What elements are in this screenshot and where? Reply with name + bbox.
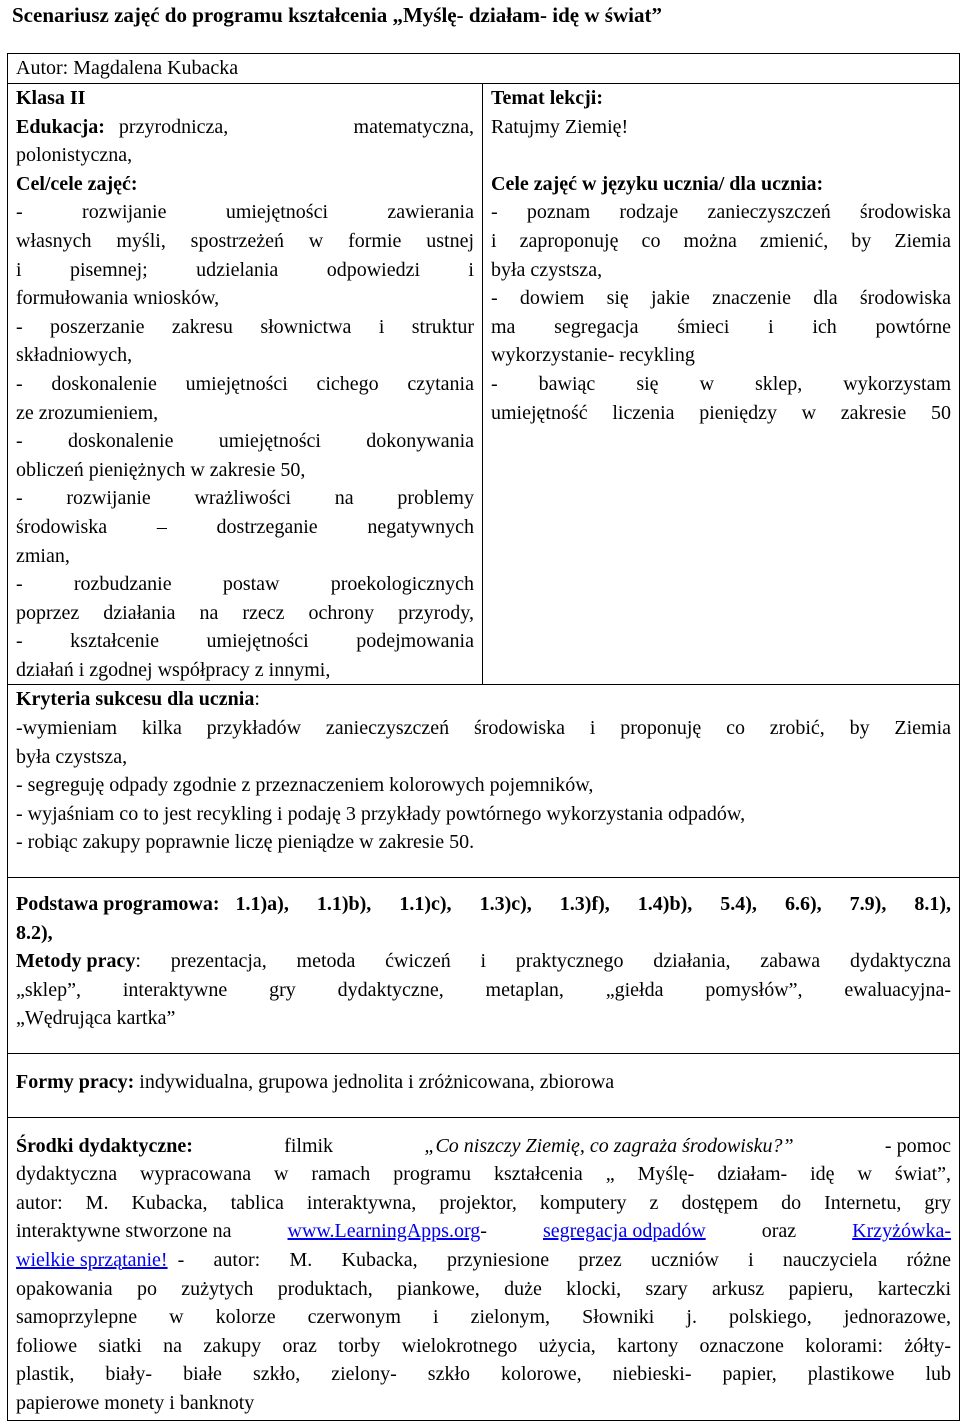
page-title: Scenariusz zajęć do programu kształcenia „Myślę- działam- idę w świat” (12, 3, 662, 27)
goal-line: i pisemnej; udzielania odpowiedzi i (16, 258, 474, 281)
resources-line: papierowe monety i banknoty (16, 1391, 255, 1414)
author-row (8, 54, 960, 84)
learningapps-link[interactable]: www.LearningApps.org (287, 1220, 481, 1243)
criteria-colon: : (254, 688, 260, 711)
goal-line: własnych myśli, spostrzeżeń w formie ustnej (16, 229, 474, 252)
segregacja-link[interactable]: segregacja odpadów (542, 1220, 706, 1243)
education-line (16, 113, 474, 142)
goal-line: - kształcenie umiejętności podejmowania (16, 630, 474, 653)
lesson-plan-table (7, 53, 960, 1421)
methods-line (16, 947, 951, 976)
topic-value: Ratujmy Ziemię! (491, 115, 629, 138)
goal-line: - doskonalenie umiejętności cichego czytania (16, 372, 474, 395)
student-goal-line: i zaproponuję co można zmienić, by Ziemia (491, 229, 952, 252)
forms-line (16, 1068, 951, 1097)
right-column (483, 84, 960, 685)
education-value: przyrodnicza, matematyczna, (118, 115, 474, 138)
criteria-line: była czystsza, (16, 745, 128, 768)
resources-line: plastik, biały- białe szkło, zielony- szkło kolorowe, niebieski- papier, plastikowe lub (16, 1363, 952, 1386)
after-film: - pomoc (884, 1134, 952, 1157)
criteria-heading (16, 685, 951, 714)
criteria-line: -wymieniam kilka przykładów zanieczyszczeń środowiska i proponuję co zrobić, by Ziemia (16, 717, 952, 740)
goal-line: ze zrozumieniem, (16, 401, 159, 424)
student-goal-line: umiejętność liczenia pieniędzy w zakresie 50 (491, 401, 952, 424)
student-goal-line: - dowiem się jakie znaczenie dla środowiska (491, 287, 952, 310)
curriculum-value: 1.1)a), 1.1)b), 1.1)c), 1.3)c), 1.3)f), 1.4)b), 5.4), 6.6), 7.9), 8.1), (235, 893, 952, 916)
forms-row (8, 1054, 960, 1118)
resources-line: samoprzylepne w kolorze czerwonym i zielonym, Słowniki j. polskiego, jednorazowe, (16, 1306, 952, 1329)
goals-list (16, 198, 474, 684)
student-goal-line: ma segregacja śmieci i ich powtórne (491, 315, 952, 338)
goal-line: - rozbudzanie postaw proekologicznych (16, 573, 474, 596)
info-row (8, 84, 960, 685)
film-title: „Co niszczy Ziemię, co zagraża środowisku?” (424, 1134, 794, 1157)
criteria-line: - segreguję odpady zgodnie z przeznaczeniem kolorowych pojemników, (16, 774, 594, 797)
criteria-line: - wyjaśniam co to jest recykling i podaję 3 przykłady powtórnego wykorzystania odpadów, (16, 802, 746, 825)
links-prefix: interaktywne stworzone na (16, 1220, 232, 1243)
resources-links-line (16, 1217, 951, 1246)
resources-line: opakowania po zużytych produktach, piankowe, duże klocki, szary arkusz papieru, karteczki (16, 1277, 952, 1300)
krzyzowka-link-cont[interactable]: wielkie sprzątanie! (16, 1248, 168, 1271)
forms-value: indywidualna, grupowa jednolita i zróżnicowana, zbiorowa (139, 1071, 615, 1093)
film-prefix: filmik (284, 1134, 334, 1157)
goal-line: - poszerzanie zakresu słownictwa i struktur (16, 315, 474, 338)
forms-label: Formy pracy: (16, 1071, 135, 1093)
resources-author-text: - autor: M. Kubacka, przyniesione przez uczniów i nauczyciela różne (177, 1248, 952, 1271)
resources-line (16, 1246, 951, 1275)
links-dash: - (480, 1220, 487, 1243)
criteria-row (8, 685, 960, 878)
curriculum-value-cont: 8.2), (16, 921, 53, 944)
resources-line: autor: M. Kubacka, tablica interaktywna, projektor, komputery z dostępem do Internetu, gry (16, 1191, 952, 1214)
criteria-line: - robiąc zakupy poprawnie liczę pieniądze w zakresie 50. (16, 831, 475, 854)
student-goal-line: wykorzystanie- recykling (491, 344, 695, 367)
goal-line: środowiska – dostrzeganie negatywnych (16, 515, 474, 538)
resources-line: dydaktyczna wypracowana w ramach programu kształcenia „ Myślę- działam- idę w świat”, (16, 1163, 952, 1186)
student-goal-line: była czystsza, (491, 258, 603, 281)
author: Autor: Magdalena Kubacka (16, 57, 239, 79)
class-label: Klasa II (16, 87, 86, 109)
krzyzowka-link[interactable]: Krzyżówka- (852, 1220, 952, 1243)
resources-line (16, 1132, 951, 1161)
topic-label: Temat lekcji: (491, 87, 604, 109)
methods-value-cont: „Wędrująca kartka” (16, 1007, 176, 1030)
goal-line: działań i zgodnej współpracy z innymi, (16, 658, 331, 681)
goal-line: - rozwijanie wrażliwości na problemy (16, 487, 474, 510)
methods-value-cont: „sklep”, interaktywne gry dydaktyczne, metaplan, „giełda pomysłów”, ewaluacyjna- (16, 978, 952, 1001)
student-goal-line: - poznam rodzaje zanieczyszczeń środowiska (491, 201, 952, 224)
education-value-cont: polonistyczna, (16, 144, 133, 167)
criteria-label: Kryteria sukcesu dla ucznia (16, 688, 255, 711)
student-goals-list (491, 198, 951, 427)
student-goal-line: - bawiąc się w sklep, wykorzystam (491, 372, 952, 395)
education-label: Edukacja: (16, 115, 105, 138)
left-column (8, 84, 483, 685)
methods-label: Metody pracy (16, 950, 136, 973)
goal-line: - rozwijanie umiejętności zawierania (16, 201, 474, 224)
goals-label: Cel/cele zajęć: (16, 172, 138, 195)
resources-line: foliowe siatki na zakupy oraz torby wielokrotnego użycia, kartony oznaczone kolorami: żółty- (16, 1334, 952, 1357)
goal-line: - doskonalenie umiejętności dokonywania (16, 430, 474, 453)
curriculum-methods-row (8, 878, 960, 1054)
curriculum-label: Podstawa programowa: (16, 893, 220, 916)
goal-line: poprzez działania na rzecz ochrony przyrody, (16, 601, 474, 624)
curriculum-line (16, 890, 951, 919)
goal-line: formułowania wniosków, (16, 287, 220, 310)
resources-row (8, 1117, 960, 1420)
goal-line: składniowych, (16, 344, 133, 367)
methods-value: : prezentacja, metoda ćwiczeń i praktycznego działania, zabawa dydaktyczna (135, 950, 952, 973)
resources-label: Środki dydaktyczne: (16, 1134, 193, 1157)
spacer (491, 141, 951, 170)
student-goals-label: Cele zajęć w języku ucznia/ dla ucznia: (491, 172, 824, 195)
links-oraz: oraz (761, 1220, 797, 1243)
goal-line: obliczeń pieniężnych w zakresie 50, (16, 458, 306, 481)
goal-line: zmian, (16, 544, 70, 567)
